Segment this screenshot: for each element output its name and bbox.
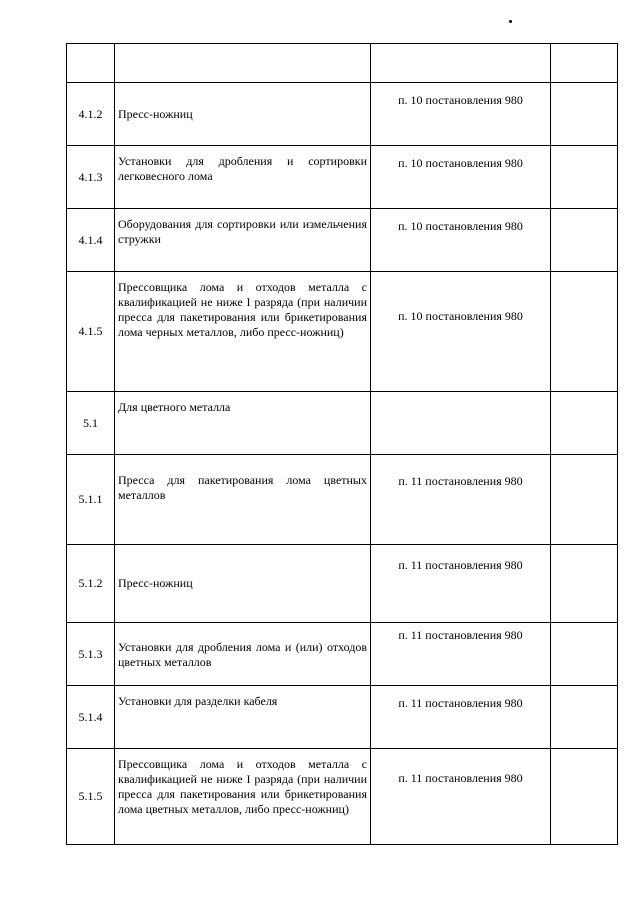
row-text: Установки для разделки кабеля	[115, 686, 371, 749]
row-reference	[371, 44, 551, 83]
row-extra	[551, 44, 618, 83]
row-reference: п. 10 постановления 980	[371, 146, 551, 209]
row-number: 5.1.5	[67, 749, 115, 845]
row-reference: п. 11 постановления 980	[371, 545, 551, 623]
row-number: 4.1.5	[67, 272, 115, 392]
row-number: 4.1.3	[67, 146, 115, 209]
table-row	[67, 392, 618, 455]
row-number: 4.1.4	[67, 209, 115, 272]
table-row	[67, 209, 618, 272]
row-text	[115, 44, 371, 83]
row-extra	[551, 209, 618, 272]
row-extra	[551, 83, 618, 146]
table-row	[67, 83, 618, 146]
row-text: Пресса для пакетирования лома цветных металлов	[115, 455, 371, 545]
row-reference: п. 10 постановления 980	[371, 83, 551, 146]
row-number: 5.1.4	[67, 686, 115, 749]
row-extra	[551, 686, 618, 749]
row-text: Пресс-ножниц	[115, 545, 371, 623]
row-text: Для цветного металла	[115, 392, 371, 455]
row-extra	[551, 623, 618, 686]
row-text: Прессовщика лома и отходов металла с квалификацией не ниже I разряда (при наличии пресса для пакетирования или брикетирования лома цветных металлов, либо пресс-ножниц)	[115, 749, 371, 845]
row-text: Пресс-ножниц	[115, 83, 371, 146]
row-extra	[551, 455, 618, 545]
row-reference: п. 11 постановления 980	[371, 749, 551, 845]
table-row	[67, 545, 618, 623]
row-extra	[551, 146, 618, 209]
row-text: Установки для дробления и сортировки легковесного лома	[115, 146, 371, 209]
row-number: 5.1.1	[67, 455, 115, 545]
table-row	[67, 623, 618, 686]
row-number	[67, 44, 115, 83]
row-reference	[371, 392, 551, 455]
table-row	[67, 749, 618, 845]
row-number: 5.1.2	[67, 545, 115, 623]
table-row	[67, 146, 618, 209]
row-number: 5.1.3	[67, 623, 115, 686]
requirements-table	[66, 43, 618, 845]
table-row	[67, 455, 618, 545]
row-reference: п. 10 постановления 980	[371, 209, 551, 272]
row-number: 5.1	[67, 392, 115, 455]
row-extra	[551, 545, 618, 623]
row-text: Прессовщика лома и отходов металла с квалификацией не ниже I разряда (при наличии пресса для пакетирования или брикетирования лома черных металлов, либо пресс-ножниц)	[115, 272, 371, 392]
row-extra	[551, 749, 618, 845]
table-row	[67, 272, 618, 392]
row-reference: п. 11 постановления 980	[371, 623, 551, 686]
row-reference: п. 10 постановления 980	[371, 272, 551, 392]
row-extra	[551, 392, 618, 455]
stray-dot-mark	[509, 20, 512, 23]
row-extra	[551, 272, 618, 392]
row-number: 4.1.2	[67, 83, 115, 146]
table-row	[67, 44, 618, 83]
table-row	[67, 686, 618, 749]
row-text: Оборудования для сортировки или измельчения стружки	[115, 209, 371, 272]
row-reference: п. 11 постановления 980	[371, 455, 551, 545]
row-text: Установки для дробления лома и (или) отходов цветных металлов	[115, 623, 371, 686]
row-reference: п. 11 постановления 980	[371, 686, 551, 749]
